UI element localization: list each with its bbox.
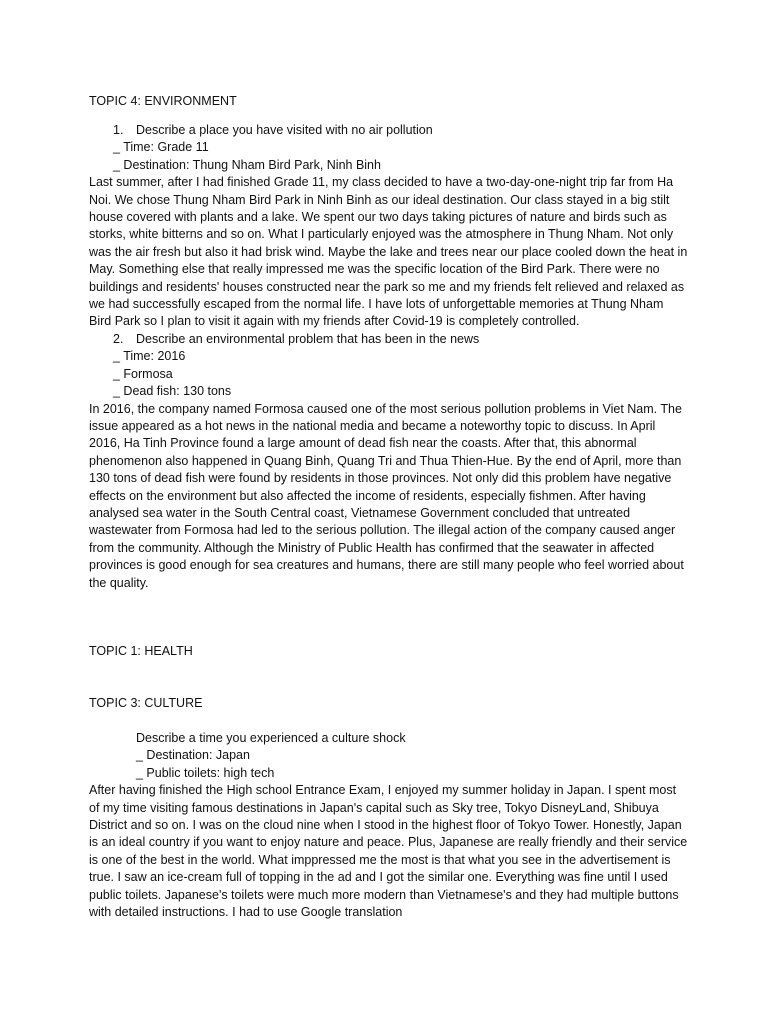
item-2-note-time: _ Time: 2016	[113, 349, 186, 364]
topic-3-answer: After having finished the High school Entrance Exam, I enjoyed my summer holiday in Japan. I spent most of my time visiting famous destinations in Japan's capital such as Sky tree, Tokyo DisneyLand, Shibuya District and so on. I was on the cloud nine when I stood in the highest floor of Tokyo Tower. Honestly, Japan is an ideal country if you want to enjoy nature and peace. Plus, Japanese are really friendly and their service is one of the best in the world. What imppressed me the most is that what you see in the advertisement is true. I saw an ice-cream full of topping in the ad and I got the similar one. Everything was fine until I used public toilets. Japanese's toilets were much more modern than Vietnamese's and they had multiple buttons with detailed instructions. I had to use Google translation	[89, 783, 688, 920]
topic-1-heading: TOPIC 1: HEALTH	[89, 644, 193, 658]
item-1-question: Describe a place you have visited with no air pollution	[136, 123, 433, 137]
item-2	[89, 331, 689, 348]
topic-3-note-destination: _ Destination: Japan	[136, 748, 250, 763]
topic-3-question: Describe a time you experienced a culture shock	[136, 731, 406, 745]
item-1-note-time: _ Time: Grade 11	[113, 140, 209, 155]
topic-3-section	[89, 730, 689, 921]
item-1	[89, 122, 689, 139]
item-2-note-company: _ Formosa	[113, 366, 173, 381]
item-1-note-destination: _ Destination: Thung Nham Bird Park, Ninh Binh	[113, 157, 381, 172]
item-2-answer: In 2016, the company named Formosa caused one of the most serious pollution problems in Viet Nam. The issue appeared as a hot news in the national media and became a noteworthy topic to discuss. In April 2016, Ha Tinh Province found a large amount of dead fish near the coasts. After that, this abnormal phenomenon also happened in Quang Binh, Quang Tri and Thua Thien-Hue. By the end of April, more than 130 tons of dead fish were found by residents in those provinces. Not only did this problem have negative effects on the environment but also affected the income of residents, especially fishmen. After having analysed sea water in the South Central coast, Vietnamese Government concluded that untreated wastewater from Formosa had led to the serious pollution. The illegal action of the company caused anger from the community. Although the Ministry of Public Health has confirmed that the seawater in affected provinces is good enough for sea creatures and humans, there are still many people who feel worried about the quality.	[89, 401, 684, 590]
topic-4-heading: TOPIC 4: ENVIRONMENT	[89, 94, 237, 108]
item-2-note-dead-fish: _ Dead fish: 130 tons	[113, 384, 232, 399]
topic-3-heading: TOPIC 3: CULTURE	[89, 696, 203, 710]
item-2-question: Describe an environmental problem that has been in the news	[136, 331, 480, 346]
topic-3-note-toilets: _ Public toilets: high tech	[136, 765, 275, 780]
item-2-number: 2.	[113, 331, 124, 346]
item-1-answer: Last summer, after I had finished Grade 11, my class decided to have a two-day-one-night trip far from Ha Noi. We chose Thung Nham Bird Park in Ninh Binh as our ideal destination. Our class stayed in a big stilt house covered with plants and a lake. We spent our two days taking pictures of nature and birds such as storks, white bitterns and so on. What I particularly enjoyed was the atmosphere in Thung Nham. Not only was the air fresh but also it had brisk wind. Maybe the lake and trees near our place cooled down the heat in May. Something else that really impressed me was the specific location of the Bird Park. There were no buildings and residents' houses constructed near the park so me and my friends felt relieved and relaxed as we had successfully escaped from the normal life. I have lots of unforgettable memories at Thung Nham Bird Park so I plan to visit it again with my friends after Covid-19 is completely controlled.	[89, 175, 688, 329]
topic-4-section	[89, 122, 689, 592]
item-1-number: 1.	[113, 123, 124, 137]
